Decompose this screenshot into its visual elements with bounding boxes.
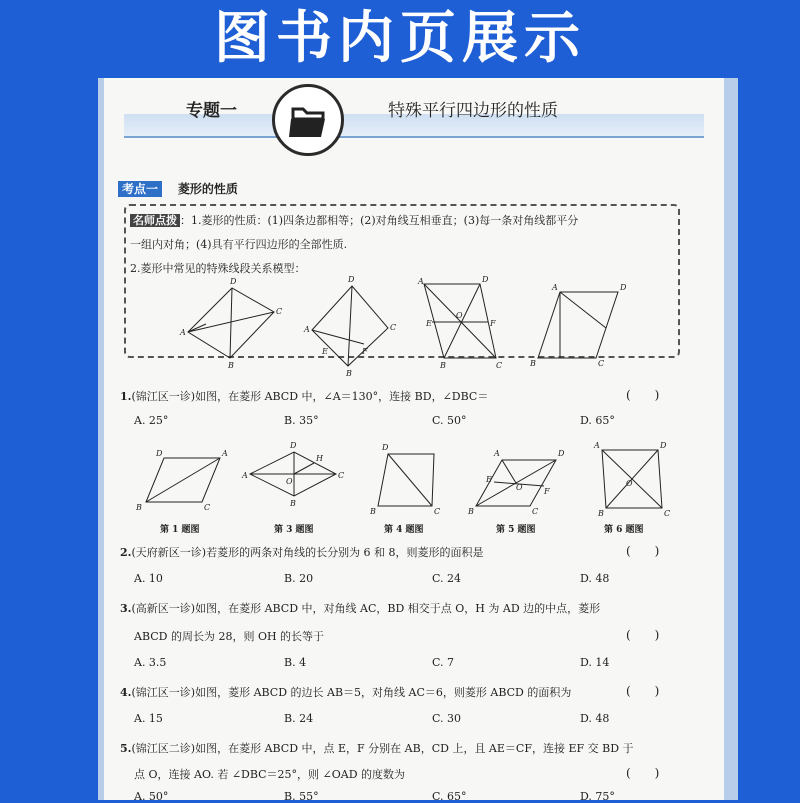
question-4 (120, 684, 571, 700)
option-a: A. 50° (134, 790, 169, 803)
question-number: 3. (120, 602, 132, 615)
option-c: C. 30 (432, 712, 462, 725)
kaodian-tag: 考点一 (118, 181, 162, 197)
option-d: D. 75° (580, 790, 615, 803)
svg-text:B: B (440, 361, 446, 370)
answer-paren: ( ) (626, 766, 660, 780)
option-d: D. 14 (580, 656, 610, 669)
svg-text:A: A (418, 277, 424, 286)
svg-text:D: D (156, 449, 163, 458)
question-text: (锦江区一诊)如图，在菱形 ABCD 中，∠A＝130°，连接 BD，∠DBC＝ (131, 390, 489, 403)
svg-text:D: D (348, 275, 355, 284)
svg-text:H: H (316, 454, 323, 463)
svg-text:A: A (594, 441, 600, 450)
tip-box (124, 204, 680, 378)
option-b: B. 4 (284, 656, 307, 669)
question-1 (120, 388, 488, 404)
svg-text:C: C (496, 361, 503, 370)
svg-text:B: B (290, 499, 296, 508)
answer-paren: ( ) (626, 684, 660, 698)
option-b: B. 20 (284, 572, 314, 585)
svg-text:D: D (290, 441, 297, 450)
question-text: (天府新区一诊)若菱形的两条对角线的长分别为 6 和 8，则菱形的面积是 (131, 546, 484, 559)
tip-line-3: 2.菱形中常见的特殊线段关系模型： (130, 262, 306, 275)
svg-text:B: B (228, 361, 234, 370)
svg-text:A: A (242, 471, 248, 480)
option-a: A. 25° (134, 414, 169, 427)
answer-paren: ( ) (626, 628, 660, 642)
question-number: 1. (120, 390, 132, 403)
svg-text:C: C (598, 359, 605, 368)
option-a: A. 3.5 (134, 656, 167, 669)
caption-q6: 第 6 题图 (604, 525, 644, 535)
svg-text:B: B (346, 369, 352, 378)
book-page (104, 78, 724, 803)
svg-text:C: C (434, 507, 441, 516)
svg-text:F: F (544, 487, 550, 496)
tip-label: 名师点拨 (130, 214, 180, 227)
answer-paren: ( ) (626, 544, 660, 558)
svg-text:A: A (180, 328, 186, 337)
model-figure-3 (417, 275, 502, 370)
svg-text:C: C (664, 509, 671, 518)
svg-text:D: D (230, 277, 237, 286)
option-b: B. 35° (284, 414, 319, 427)
svg-text:B: B (598, 509, 604, 518)
tip-line-2: 一组内对角；(4)具有平行四边形的全部性质. (130, 238, 348, 251)
svg-text:E: E (426, 319, 432, 328)
option-d: D. 65° (580, 414, 615, 427)
svg-text:A: A (494, 449, 500, 458)
tip-line-1 (130, 212, 578, 228)
svg-text:D: D (660, 441, 667, 450)
option-b: B. 55° (284, 790, 319, 803)
svg-text:O: O (456, 311, 463, 320)
svg-text:E: E (322, 347, 328, 356)
svg-text:F: F (490, 319, 496, 328)
question-text: (锦江区一诊)如图，菱形 ABCD 的边长 AB＝5，对角线 AC＝6，则菱形 ABCD 的面积为 (131, 686, 572, 699)
question-5-line-2: 点 O，连接 AO. 若 ∠DBC＝25°，则 ∠OAD 的度数为 (134, 768, 406, 781)
option-b: B. 24 (284, 712, 314, 725)
svg-text:D: D (558, 449, 565, 458)
top-banner (0, 0, 800, 78)
question-number: 2. (120, 546, 132, 559)
option-c: C. 24 (432, 572, 462, 585)
model-figure-1 (179, 277, 282, 370)
svg-text:B: B (370, 507, 376, 516)
svg-text:C: C (390, 323, 397, 332)
answer-paren: ( ) (626, 388, 660, 402)
option-c: C. 7 (432, 656, 455, 669)
topic-label: 专题一 (186, 101, 237, 121)
caption-q3: 第 3 题图 (274, 525, 314, 535)
option-c: C. 65° (432, 790, 467, 803)
option-a: A. 15 (134, 712, 163, 725)
svg-text:D: D (382, 443, 389, 452)
svg-text:C: C (204, 503, 211, 512)
caption-q4: 第 4 题图 (384, 525, 424, 535)
svg-text:A: A (552, 283, 558, 292)
svg-text:D: D (482, 275, 489, 284)
kaodian-title: 菱形的性质 (177, 182, 238, 196)
svg-text:F: F (362, 347, 368, 356)
svg-text:B: B (530, 359, 536, 368)
question-figures (114, 436, 714, 526)
figure-q1 (146, 458, 220, 502)
question-text: (锦江区二诊)如图，在菱形 ABCD 中，点 E，F 分别在 AB，CD 上，且 AE＝CF，连接 EF 交 BD 于 (131, 742, 634, 755)
topic-title: 特殊平行四边形的性质 (388, 101, 558, 121)
svg-text:E: E (486, 475, 492, 484)
figure-q3 (250, 452, 336, 496)
question-2 (120, 544, 484, 560)
option-d: D. 48 (580, 572, 610, 585)
caption-q5: 第 5 题图 (496, 525, 536, 535)
question-3 (120, 600, 600, 616)
option-a: A. 10 (134, 572, 163, 585)
kaodian-heading (118, 180, 238, 197)
caption-q1: 第 1 题图 (160, 525, 200, 535)
question-text: (高新区一诊)如图，在菱形 ABCD 中，对角线 AC，BD 相交于点 O，H 为 AD 边的中点，菱形 (131, 602, 601, 615)
model-figure-4 (529, 283, 627, 368)
svg-text:A: A (304, 325, 310, 334)
question-3-line-2: ABCD 的周长为 28，则 OH 的长等于 (134, 630, 325, 643)
svg-text:C: C (276, 307, 283, 316)
model-figures (126, 272, 678, 378)
svg-text:O: O (516, 483, 523, 492)
svg-text:A: A (222, 449, 228, 458)
svg-text:B: B (136, 503, 142, 512)
question-number: 5. (120, 742, 132, 755)
folder-icon (272, 84, 344, 156)
svg-text:O: O (626, 479, 633, 488)
svg-text:C: C (338, 471, 345, 480)
model-figure-2 (303, 275, 396, 378)
tip-text-1: ：1.菱形的性质：(1)四条边都相等；(2)对角线互相垂直；(3)每一条对角线都平分 (180, 214, 579, 227)
svg-text:C: C (532, 507, 539, 516)
banner-title: 图书内页展示 (214, 6, 586, 71)
svg-text:O: O (286, 477, 293, 486)
question-number: 4. (120, 686, 132, 699)
option-c: C. 50° (432, 414, 467, 427)
option-d: D. 48 (580, 712, 610, 725)
svg-text:D: D (620, 283, 627, 292)
svg-text:B: B (468, 507, 474, 516)
figure-q4 (378, 454, 434, 506)
question-5 (120, 740, 634, 756)
